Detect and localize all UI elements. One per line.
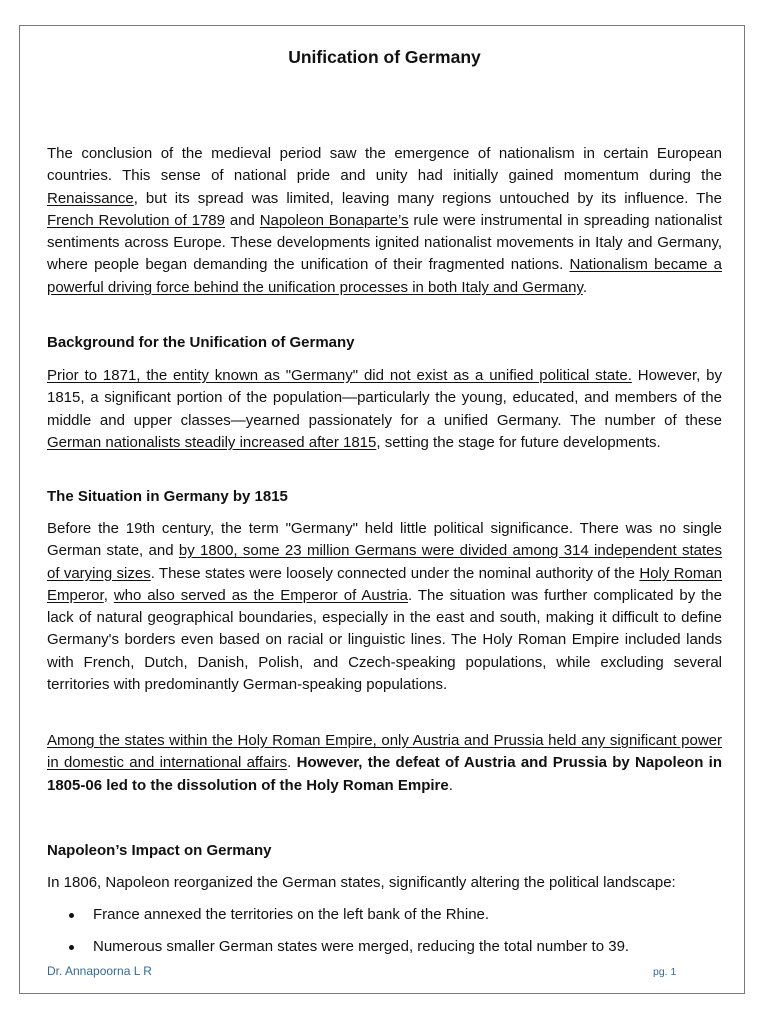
background-text-1: However, by 1815, a significant portion of the population—particularly the young, educated, and members of the middle and upper classes—yearned passionately for a unified Germany. The number of these [47, 367, 722, 429]
power-bold-defeat: However, the defeat of Austria and Prussia by Napoleon in 1805-06 led to the dissolution of the Holy Roman Empire [47, 754, 722, 794]
intro-paragraph [47, 143, 722, 299]
intro-text-3: and [224, 211, 260, 229]
situation-underline-states: by 1800, some 23 million Germans were divided among 314 independent states of varying sizes [47, 542, 722, 582]
background-underline-nationalists: German nationalists steadily increased after 1815 [47, 433, 377, 451]
situation-heading: The Situation in Germany by 1815 [47, 488, 288, 505]
intro-text-5: . [582, 278, 588, 296]
intro-underline-renaissance: Renaissance [47, 189, 134, 207]
power-paragraph [47, 730, 722, 797]
bullet-text: Numerous smaller German states were merged, reducing the total number to 39. [93, 938, 630, 955]
situation-text-1: Before the 19th century, the term "Germany" held little political significance. There was no single German state, and [47, 520, 722, 560]
intro-text-1: The conclusion of the medieval period saw the emergence of nationalism in certain European countries. This sense of national pride and unity had initially gained momentum during the [47, 145, 722, 185]
situation-text-2: . These states were loosely connected under the nominal authority of the [150, 564, 640, 582]
intro-text-2: , but its spread was limited, leaving many regions untouched by its influence. The [133, 189, 722, 207]
intro-underline-nationalism: Nationalism became a powerful driving force behind the unification processes in both Italy and Germany [47, 256, 722, 296]
power-underline-austria-prussia: Among the states within the Holy Roman Empire, only Austria and Prussia held any significant power in domestic and international affairs [47, 732, 722, 772]
power-text-2: . [448, 776, 453, 794]
intro-underline-napoleon: Napoleon Bonaparte’s [259, 211, 409, 229]
power-text-1: . [287, 754, 297, 772]
bullet-icon [69, 945, 74, 950]
intro-text-4: rule were instrumental in spreading nationalist sentiments across Europe. These developments ignited nationalist movements in Italy and Germany, where people began demanding the unification of their fragmented nations. [47, 211, 722, 274]
background-underline-prior-1871: Prior to 1871, the entity known as "Germany" did not exist as a unified political state. [47, 367, 632, 384]
napoleon-heading: Napoleon’s Impact on Germany [47, 842, 272, 859]
background-text-2: , setting the stage for future developments. [376, 433, 661, 451]
background-paragraph [47, 365, 722, 454]
footer-page-number: pg. 1 [653, 966, 677, 978]
napoleon-bullet-list [47, 904, 722, 968]
bullet-icon [69, 913, 74, 918]
background-heading: Background for the Unification of Germany [47, 334, 355, 351]
footer-author: Dr. Annapoorna L R [47, 964, 152, 978]
situation-text-4: . The situation was further complicated by the lack of natural geographical boundaries, especially in the east and south, making it difficult to define Germany's borders even based on racial or linguistic lines. The Holy Roman Empire included lands with French, Dutch, Danish, Polish, and Czech-speaking populations, while excluding several territories with predominantly German-speaking populations. [47, 586, 722, 694]
situation-underline-austria: who also served as the Emperor of Austria [113, 586, 409, 604]
situation-underline-emperor: Holy Roman Emperor [47, 564, 723, 604]
napoleon-intro: In 1806, Napoleon reorganized the German states, significantly altering the political landscape: [47, 874, 676, 891]
intro-underline-french-revolution: French Revolution of 1789 [47, 211, 225, 229]
page-title: Unification of Germany [288, 47, 481, 67]
list-item [47, 904, 722, 936]
situation-text-3: , [103, 586, 114, 604]
document-page [19, 25, 745, 994]
situation-paragraph [47, 518, 722, 696]
bullet-text: France annexed the territories on the left bank of the Rhine. [93, 906, 490, 923]
